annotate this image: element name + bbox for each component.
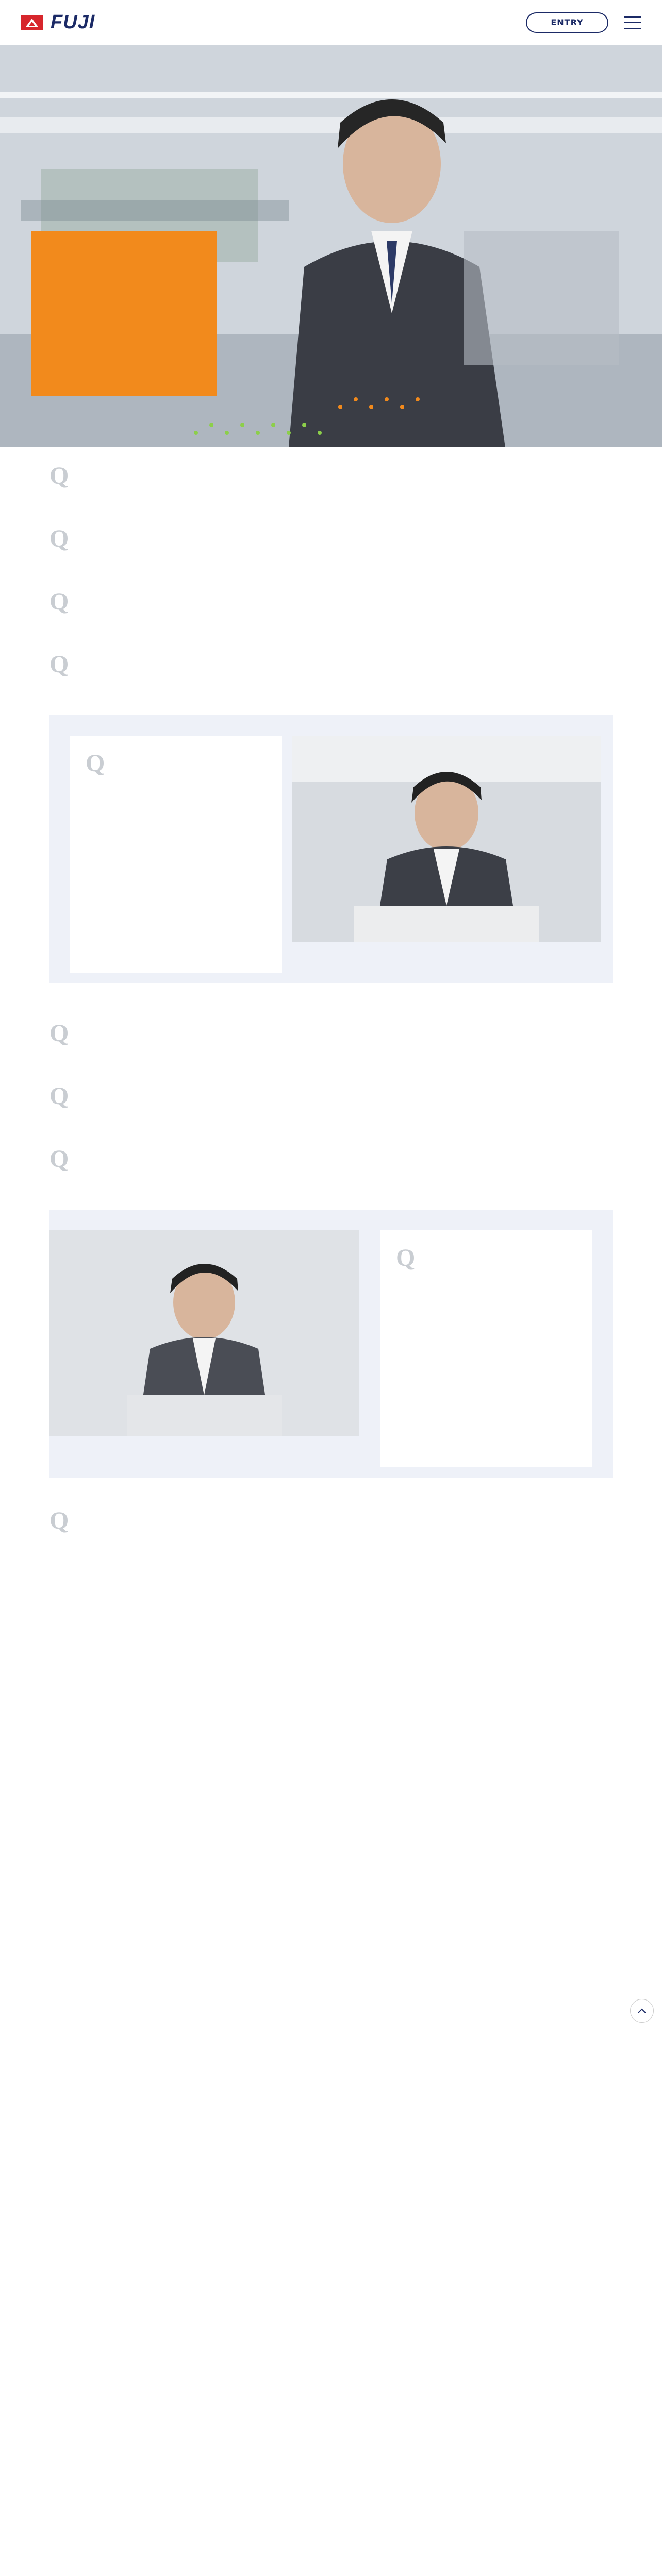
question-heading [396, 1282, 576, 1284]
qa-section [49, 589, 613, 614]
q-mark-icon: Q [49, 1507, 69, 1534]
q-mark-icon: Q [49, 588, 69, 615]
q-mark-icon: Q [49, 1082, 69, 1110]
feature-text-box [70, 736, 282, 973]
qa-section [49, 1147, 613, 1172]
feature-block [49, 715, 613, 983]
fuji-logo-icon [21, 15, 43, 30]
chevron-up-icon [637, 2008, 647, 2014]
qa-section [49, 1509, 613, 1533]
qa-section [49, 1021, 613, 1046]
entry-button[interactable]: ENTRY [526, 12, 608, 33]
q-mark-icon: Q [49, 462, 69, 489]
hamburger-icon[interactable] [624, 16, 641, 29]
qa-section [49, 464, 613, 488]
brand-logo[interactable] [21, 11, 105, 33]
feature-block [49, 1210, 613, 1478]
feature-text-box [380, 1230, 592, 1467]
interview-photo [49, 1230, 359, 1436]
q-mark-icon: Q [49, 525, 69, 552]
interview-article [49, 464, 613, 1571]
q-mark-icon: Q [49, 1145, 69, 1173]
hero-message-card [31, 231, 217, 396]
qa-section [49, 652, 613, 677]
interview-photo [292, 736, 601, 942]
page-top-button[interactable] [630, 1999, 654, 2023]
brand-name: FUJI [51, 11, 95, 33]
other-messages-section [49, 2555, 613, 2576]
decorative-dots [186, 376, 423, 448]
site-header [0, 0, 662, 45]
qa-section [49, 527, 613, 551]
question-heading [86, 787, 266, 789]
q-mark-icon: Q [49, 651, 69, 678]
qa-section [49, 1084, 613, 1109]
q-mark-icon: Q [49, 1020, 69, 1047]
q-mark-icon: Q [396, 1244, 416, 1272]
q-mark-icon: Q [86, 750, 105, 777]
